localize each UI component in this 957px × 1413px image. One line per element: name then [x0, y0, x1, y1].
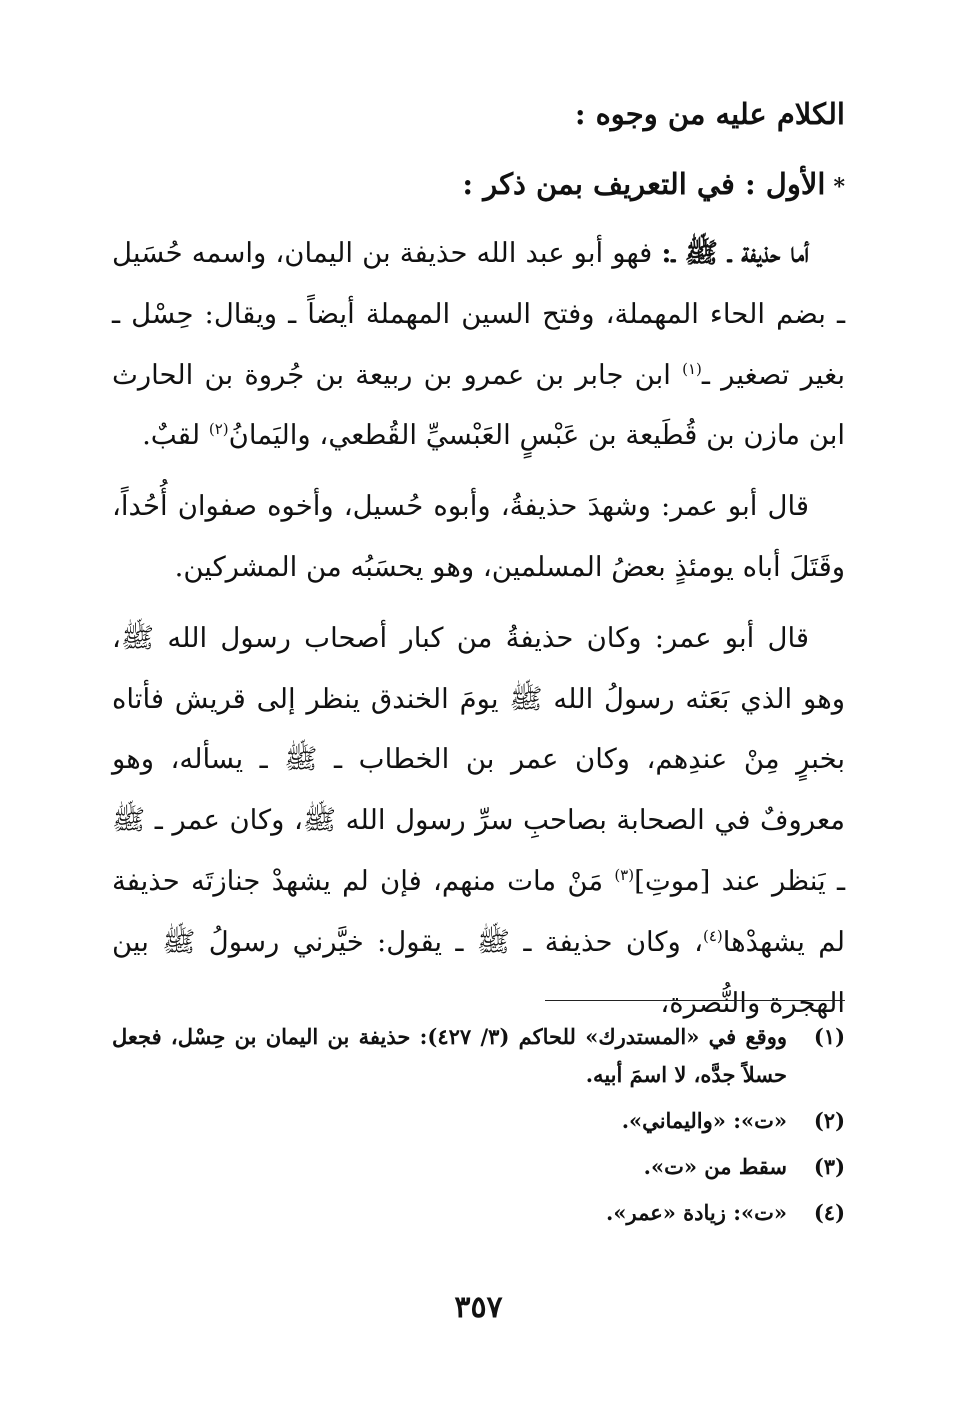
footnote	[112, 1102, 845, 1140]
page-number: ٣٥٧	[454, 1290, 503, 1325]
footnote-number: (١)	[813, 1024, 845, 1049]
footnote-number: (٣)	[813, 1154, 845, 1179]
footnote-ref: (٣)	[614, 865, 635, 884]
footnote-ref: (٤)	[703, 926, 723, 945]
paragraph: قال أبو عمر: وشهدَ حذيفةُ، وأبوه حُسيل، وأخوه صفوان أُحُداً، وقَتَلَ أباه يومئذٍ بعضُ المسلمين، وهو يحسَبُه من المشركين.	[112, 490, 845, 583]
paragraph	[112, 608, 845, 1034]
footnote-text: «ت»: «واليماني».	[621, 1108, 787, 1133]
paragraph-text: مَنْ مات منهم، فإن لم يشهدْ جنازتَه حذيفة لم يشهدْها	[112, 864, 845, 958]
star-bullet-icon: *	[833, 174, 845, 200]
footnote	[112, 1018, 845, 1094]
paragraph-lead: أما حذيفة ـ ﷺ ـ:	[661, 237, 809, 269]
subsection-heading-text: الأول : في التعريف بمن ذكر :	[462, 167, 826, 201]
paragraph-text: لقبٌ.	[142, 419, 209, 452]
footnote-divider	[545, 1000, 845, 1001]
paragraph-text: فهو أبو عبد الله حذيفة بن اليمان، واسمه حُسَيل ـ بضم الحاء المهملة، وفتح السين المهملة أيضاً ـ ويقال: حِسْل ـ بغير تصغير ـ	[112, 237, 846, 391]
footnote-text: سقط من «ت».	[643, 1154, 787, 1179]
section-heading: الكلام عليه من وجوه :	[574, 97, 845, 131]
paragraph	[112, 223, 845, 466]
paragraph-text: ابن جابر بن عمرو بن ربيعة بن جُروة بن الحارث ابن مازن بن قُطَيعة بن عَبْسٍ العَبْسيِّ القُطعي، واليَمانُ	[112, 358, 845, 452]
footnote-ref: (١)	[682, 359, 702, 378]
footnotes	[112, 1018, 845, 1240]
main-text	[112, 223, 845, 1043]
footnote-number: (٢)	[813, 1108, 845, 1133]
subsection-heading	[112, 166, 845, 205]
footnote-text: ووقع في «المستدرك» للحاكم (٣/ ٤٢٧): حذيفة بن اليمان بن حِسْل، فجعل حسلاً جدَّه، لا اسمَ أبيه.	[112, 1024, 787, 1087]
footnote	[112, 1148, 845, 1186]
footnote-text: «ت»: زيادة «عمر».	[606, 1200, 787, 1225]
footnote	[112, 1194, 845, 1232]
paragraph-text: قال أبو عمر: وكان حذيفةُ من كبار أصحاب رسول الله ﷺ، وهو الذي بَعَثه رسولُ الله ﷺ يومَ الخندق ينظر إلى قريش فأتاه بخبرٍ مِنْ عندِهم، وكان عمر بن الخطاب ـ ﷺ ـ يسأله، وهو معروفٌ في الصحابة بصاحبِ سرِّ رسول الله ﷺ، وكان عمر ـ ﷺ ـ يَنظر عند [موتِ]	[112, 621, 845, 897]
paragraph-text: ، وكان حذيفة ـ ﷺ ـ يقول: خيَّرني رسولُ ﷺ بين الهجرة والنُّصرة،	[112, 925, 845, 1019]
footnote-ref: (٢)	[208, 420, 229, 439]
footnote-number: (٤)	[813, 1200, 845, 1225]
